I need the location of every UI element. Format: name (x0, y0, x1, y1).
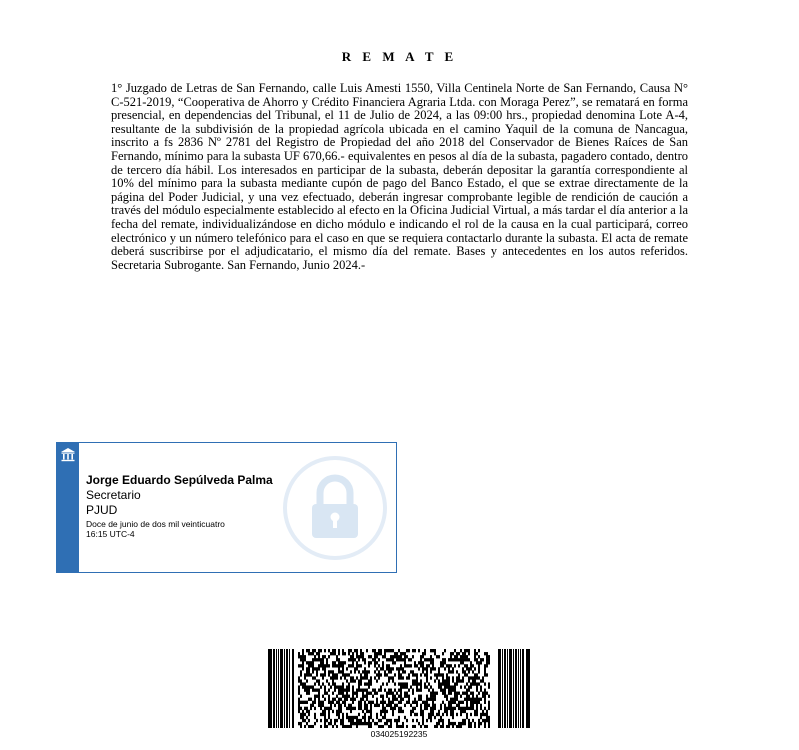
signature-time: 16:15 UTC-4 (86, 528, 135, 539)
document-title: R E M A T E (341, 49, 458, 64)
courthouse-icon (60, 447, 76, 463)
signer-name: Jorge Eduardo Sepúlveda Palma (86, 473, 273, 487)
signer-organization: PJUD (86, 503, 118, 517)
document-body: 1° Juzgado de Letras de San Fernando, calle Luis Amesti 1550, Villa Centinela Norte de San Fernando, Causa N° C-521-2019, “Cooperativa de Ahorro y Crédito Financiera Agraria Ltda. con Moraga Perez”, se rematará en forma presencial, en dependencias del Tribunal, el 11 de Julio de 2024, a las 09:00 hrs., propiedad denomina Lote A-4, resultante de la subdivisión de la propiedad agrícola ubicada en el camino Yaquil de la comuna de Nancagua, inscrito a fs 2836 Nº 2781 del Registro de Propiedad del año 2018 del Conservador de Bienes Raíces de San Fernando, mínimo para la subasta UF 670,66.- equivalentes en pesos al día de la subasta, pagadero contado, dentro de tercero día hábil. Los interesados en participar de la subasta, deberán depositar la garantía correspondiente al 10% del mínimo para la subasta mediante cupón de pago del Banco Estado, el que se extrae directamente de la página del Poder Judicial, y una vez efectuado, deberán ingresar comprobante legible de rendición de caución a través del módulo especialmente establecido al efecto en la Oficina Judicial Virtual, a más tardar el día anterior a la fecha del remate, individualizándose en dicho módulo e indicando el rol de la causa en la cual participará, correo electrónico y un número telefónico para el caso en que se requiera contactarlo durante la subasta. El acta de remate deberá suscribirse por el adjudicatario, el mismo día del remate. Bases y antecedentes en los autos referidos. Secretaria Subrogante. San Fernando, Junio 2024.- (111, 81, 688, 272)
signer-role: Secretario (86, 488, 141, 502)
padlock-icon (282, 455, 388, 561)
signature-accent-bar (57, 443, 79, 572)
signature-details (86, 472, 273, 539)
signature-date: Doce de junio de dos mil veinticuatro (86, 519, 225, 529)
signature-card (56, 442, 397, 573)
barcode-number: 034025192235 (370, 729, 428, 739)
barcode (268, 649, 530, 728)
